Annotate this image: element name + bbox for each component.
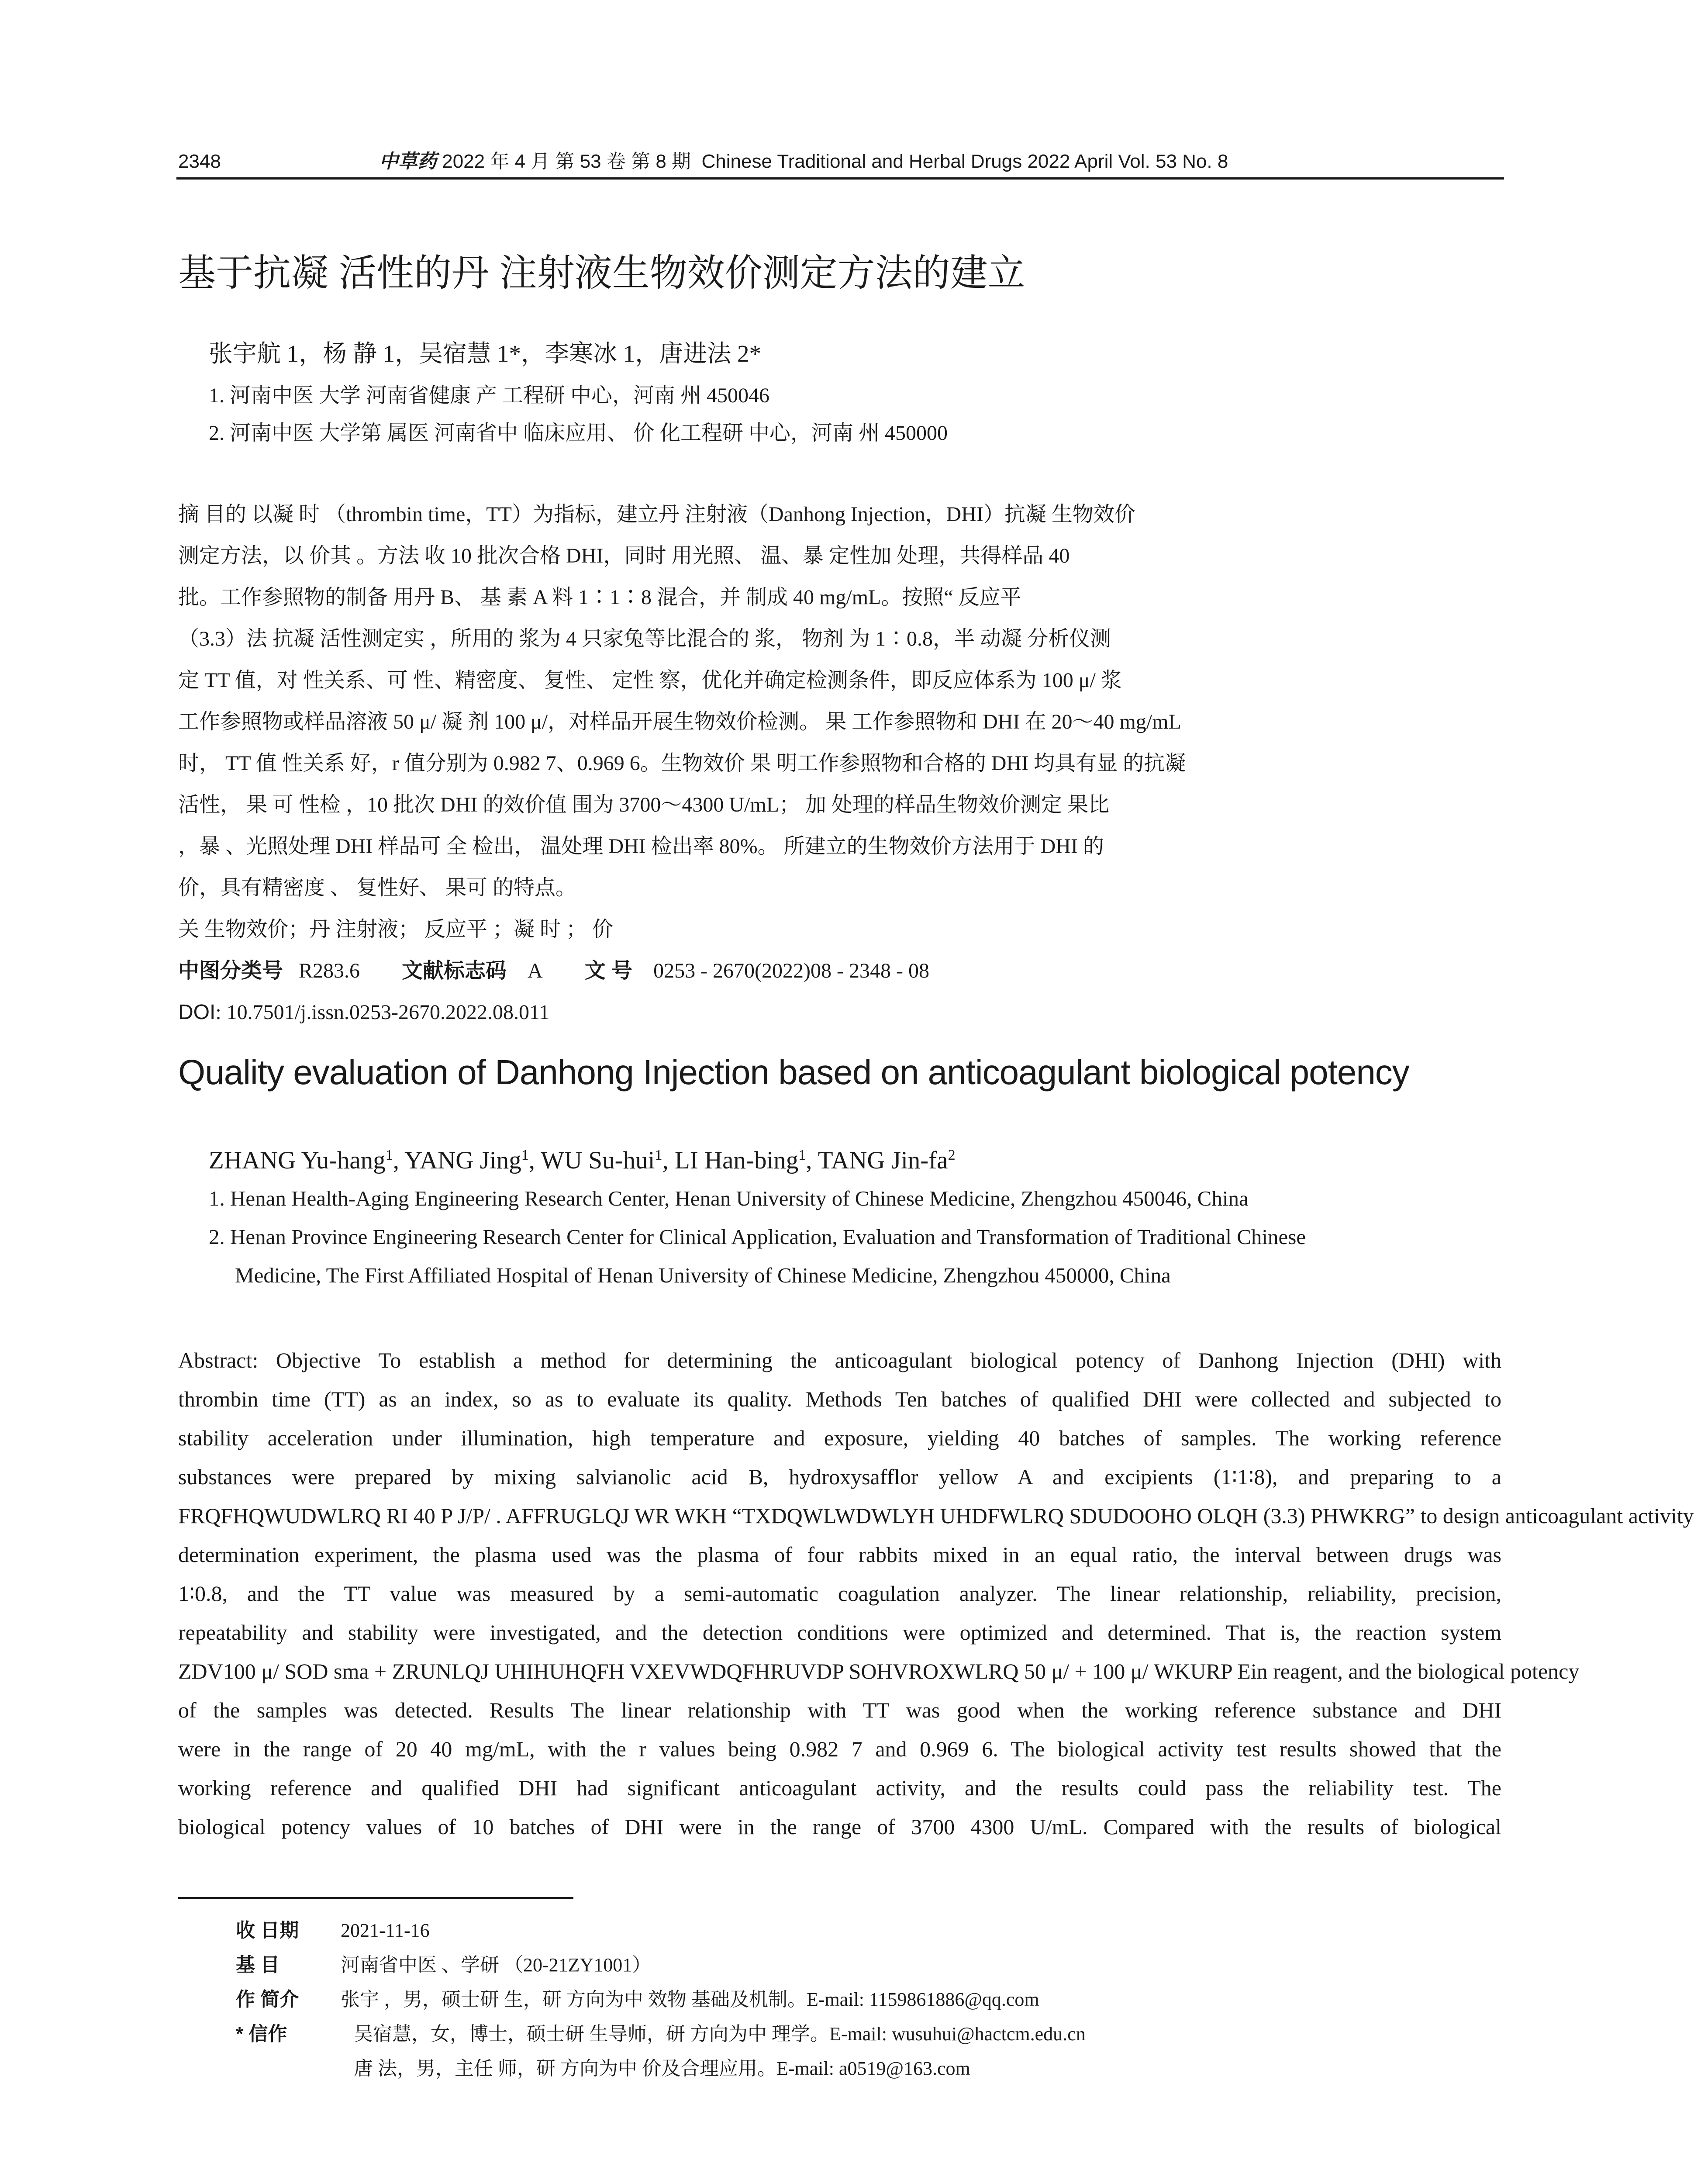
header-rule [176,177,1504,180]
footnote-label: * 信作 [236,2023,287,2045]
footnote-value: 唐 法，男，主任 师，研 方向为中 价及合理应用。E-mail: a0519@163.com [354,2058,970,2079]
abstract-cn-line: 时， TT 值 性关系 好，r 值分别为 0.982 7、0.969 6。生物效价 果 明工作参照物和合格的 DHI 均具有显 的抗凝 [178,752,1186,775]
author-name: WU Su-hui [541,1147,655,1174]
author-affiliation-marker: 2 [948,1147,956,1163]
abstract-cn-line: 定 TT 值，对 性关系、可 性、精密度、 复性、 定性 察，优化并确定检测条件，即反应体系为 100 μ/ 浆 [178,669,1122,692]
running-header [178,144,1501,179]
abstract-en-line: 1∶0.8, and the TT value was measured by a semi-automatic coagulation analyzer. The linear relationship, reliability, precision, [178,1581,1501,1606]
title-cn: 基于抗凝 活性的丹 注射液生物效价测定方法的建立 [178,252,1025,294]
footnote-corresponding-2 [236,2051,1502,2086]
footnote-value: 吴宿慧，女，博士，硕士研 生导师，研 方向为中 理学。E-mail: wusuhui@hactcm.edu.cn [354,2023,1086,2045]
abstract-en-line: repeatability and stability were investigated, and the detection conditions were optimized and determined. That is, the reaction system [178,1620,1501,1645]
clc-label: 中图分类号 [178,959,283,982]
abstract-cn-line: 测定方法，以 价其 。方法 收 10 批次合格 DHI，同时 用光照、 温、暴 定性加 处理，共得样品 40 [178,544,1070,567]
journal-citation [379,144,1228,179]
abstract-cn-line: （3.3）法 抗凝 活性测定实 ，所用的 浆为 4 只家兔等比混合的 浆， 物剂 为 1∶0.8，半 动凝 分析仪测 [178,627,1111,650]
affiliation-cn-2: 2. 河南中医 大学第 属医 河南省中 临床应用、 价 化工程研 中心，河南 州 450000 [209,422,948,445]
abstract-cn-line: 价，具有精密度 、 复性好、 果可 的特点。 [178,876,577,899]
abstract-cn-line: ，暴 、光照处理 DHI 样品可 全 检出， 温处理 DHI 检出率 80%。 所建立的生物效价方法用于 DHI 的 [178,835,1104,858]
footnote-funding [236,1948,1502,1982]
title-en: Quality evaluation of Danhong Injection based on anticoagulant biological potency [178,1053,1409,1092]
footnote-author-bio [236,1982,1502,2017]
keywords-cn: 关 生物效价；丹 注射液； 反应平 ；凝 时 ； 价 [178,918,614,941]
abstract-en-line: ZDV100 μ/ SOD sma + ZRUNLQJ UHIHUHQFH VXEVWDQFHRUVDP SOHVROXWLRQ 50 μ/ + 100 μ/ WKURP Ein reagent, and the biological potency [178,1659,1580,1683]
abstract-cn-line: 工作参照物或样品溶液 50 μ/ 凝 剂 100 μ/，对样品开展生物效价检测。 果 工作参照物和 DHI 在 20～40 mg/mL [178,710,1181,733]
journal-name-en: Chinese Traditional and Herbal Drugs 2022 April Vol. 53 No. 8 [701,151,1228,172]
author-name: TANG Jin-fa [818,1147,948,1174]
abstract-cn-line: 摘 目的 以凝 时 （thrombin time，TT）为指标，建立丹 注射液（Danhong Injection，DHI）抗凝 生物效价 [178,503,1135,526]
doc-code-label: 文献标志码 [402,959,507,982]
author-name: YANG Jing [404,1147,521,1174]
journal-issue-cn: 2022 年 4 月 第 53 卷 第 8 期 [442,151,691,172]
article-no-label: 文 号 [584,959,633,982]
abstract-en-line: determination experiment, the plasma used was the plasma of four rabbits mixed in an equal ratio, the interval between drugs was [178,1542,1501,1567]
footnote-value: 2021-11-16 [341,1920,430,1941]
author-name: ZHANG Yu-hang [209,1147,386,1174]
doc-code-value: A [528,959,543,982]
page-number: 2348 [178,151,221,172]
abstract-en-line: stability acceleration under illumination, high temperature and exposure, yielding 40 batches of samples. The working reference [178,1426,1501,1450]
author-affiliation-marker: 1 [385,1147,393,1163]
abstract-en-line: substances were prepared by mixing salvianolic acid B, hydroxysafflor yellow A and excipients (1∶1∶8), and preparing to a [178,1465,1501,1489]
affiliation-en-2-cont: Medicine, The First Affiliated Hospital of Henan University of Chinese Medicine, Zhengzhou 450000, China [235,1263,1171,1287]
footnote-label: 收 日期 [236,1920,299,1941]
authors-en: ZHANG Yu-hang$^1$, YANG Jing$^1$, WU Su-hui$^1$, LI Han-bing$^1$, TANG Jin-$fa^2$ [209,1147,956,1174]
doi-label: DOI [178,1001,216,1024]
footnotes [236,1913,1502,2086]
abstract-en [178,1341,1694,1846]
affiliations-en [209,1179,1506,1295]
author-affiliation-marker: 1 [521,1147,529,1163]
doi-value: : 10.7501/j.issn.0253-2670.2022.08.011 [215,1001,550,1024]
author-name: LI Han-bing [674,1147,799,1174]
classification-line [178,950,1501,992]
footnote-value: 河南省中医 、学研 （20-21ZY1001） [341,1954,652,1976]
affiliation-en-1: 1. Henan Health-Aging Engineering Research Center, Henan University of Chinese Medicine, Zhengzhou 450046, China [209,1186,1249,1210]
article-no-value: 0253 - 2670(2022)08 - 2348 - 08 [653,959,929,982]
abstract-en-line: thrombin time (TT) as an index, so as to evaluate its quality. Methods Ten batches of qualified DHI were collected and subjected to [178,1387,1501,1411]
abstract-en-line: Abstract: Objective To establish a method for determining the anticoagulant biological potency of Danhong Injection (DHI) with [178,1348,1501,1372]
footnote-label: 基 目 [236,1954,280,1976]
abstract-en-line: working reference and qualified DHI had significant anticoagulant activity, and the results could pass the reliability test. The [178,1776,1501,1800]
affiliation-en-2: 2. Henan Province Engineering Research Center for Clinical Application, Evaluation and Transformation of Traditional Chinese [209,1225,1306,1249]
footnote-rule [178,1897,573,1899]
affiliation-cn-1: 1. 河南中医 大学 河南省健康 产 工程研 中心，河南 州 450046 [209,384,770,407]
authors-cn: 张宇航 1，杨 静 1，吴宿慧 1*，李寒冰 1，唐进法 2* [209,340,762,367]
abstract-en-line: of the samples was detected. Results The linear relationship with TT was good when the working reference substance and DHI [178,1698,1501,1722]
abstract-en-line: FRQFHQWUDWLRQ RI 40 P J/P/ . AFFRUGLQJ WR WKH “TXDQWLWDWLYH UHDFWLRQ SDUDOOHO OLQH (3.3) PHWKRG” to design anticoagulant activity [178,1503,1694,1528]
abstract-en-line: biological potency values of 10 batches of DHI were in the range of 3700 4300 U/mL. Compared with the results of biological [178,1814,1501,1839]
footnote-corresponding [236,2017,1502,2051]
author-affiliation-marker: 1 [655,1147,662,1163]
doi-line [178,992,1501,1033]
abstract-cn-line: 批。工作参照物的制备 用丹 B、 基 素 A 料 1∶1∶8 混合，并 制成 40 mg/mL。按照“ 反应平 [178,586,1021,609]
abstract-en-line: were in the range of 20 40 mg/mL, with the r values being 0.982 7 and 0.969 6. The biological activity test results showed that the [178,1737,1501,1761]
footnote-value: 张宇 ，男，硕士研 生，研 方向为中 效物 基础及机制。E-mail: 1159861886@qq.com [341,1989,1039,2010]
footnote-received [236,1913,1502,1948]
journal-name-cn: 中草药 [379,151,437,172]
footnote-label: 作 简介 [236,1989,299,2010]
abstract-cn-line: 活性， 果 可 性检 ，10 批次 DHI 的效价值 围为 3700～4300 U/mL； 加 处理的样品生物效价测定 果比 [178,793,1109,816]
abstract-cn [178,494,1501,1033]
clc-value: R283.6 [299,959,360,982]
author-affiliation-marker: 1 [798,1147,806,1163]
